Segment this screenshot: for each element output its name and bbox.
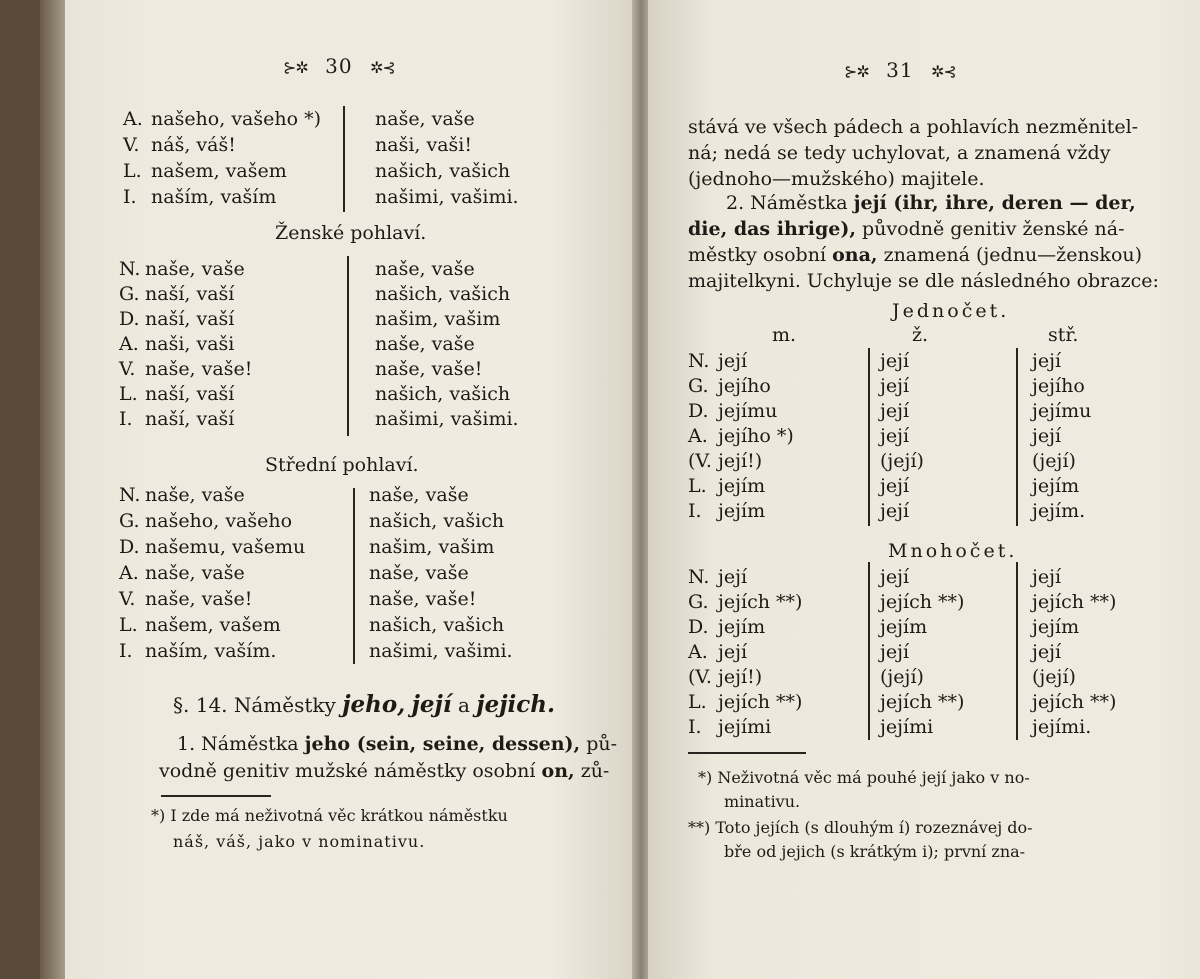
column-header-m: m. — [772, 324, 797, 346]
case-label: G. — [688, 375, 709, 397]
case-label: L. — [123, 160, 142, 182]
form-singular: naším, vaším. — [145, 640, 277, 662]
form-neuter: jejího — [1032, 375, 1085, 397]
form-singular: naši, vaši — [145, 333, 235, 355]
case-label: L. — [688, 475, 707, 497]
form-neuter: jejím. — [1032, 500, 1086, 522]
case-label: I. — [123, 186, 137, 208]
form-plural: našimi, vašimi. — [369, 640, 513, 662]
form-masculine: jejím — [718, 475, 766, 497]
form-plural: naše, vaše — [369, 562, 469, 584]
text-emphasis: jeho (sein, seine, dessen), — [304, 733, 581, 755]
page-number: 30 — [325, 54, 353, 78]
form-masculine: její — [718, 641, 748, 663]
column-header-str: stř. — [1048, 324, 1079, 346]
form-plural: našich, vašich — [375, 383, 511, 405]
form-neuter: jejích **) — [1032, 591, 1117, 613]
page-number: 31 — [886, 58, 914, 82]
text-emphasis: die, das ihrige), — [688, 218, 856, 240]
page-header-left — [283, 54, 395, 78]
footnote-rule — [161, 795, 271, 797]
form-singular: naše, vaše! — [145, 358, 253, 380]
case-label: D. — [119, 308, 140, 330]
form-plural: našimi, vašimi. — [375, 408, 519, 430]
column-divider — [1016, 562, 1018, 740]
case-label: G. — [119, 510, 140, 532]
form-singular: našem, vašem — [145, 614, 281, 636]
form-plural: našich, vašich — [375, 160, 511, 182]
form-plural: naše, vaše — [375, 108, 475, 130]
form-plural: naši, vaši! — [375, 134, 472, 156]
form-neuter: její — [1032, 566, 1062, 588]
case-label: N. — [688, 566, 710, 588]
form-feminine: jejím — [880, 616, 928, 638]
form-plural: naše, vaše — [369, 484, 469, 506]
form-feminine: její — [880, 425, 910, 447]
paragraph-line — [688, 218, 1125, 240]
paragraph-line: majitelkyni. Uchyluje se dle následného obrazce: — [688, 270, 1159, 292]
form-neuter: její — [1032, 425, 1062, 447]
form-feminine: jejími — [880, 716, 934, 738]
footnote-line: *) Neživotná věc má pouhé její jako v no- — [698, 768, 1030, 787]
form-feminine: jejích **) — [880, 691, 965, 713]
case-label: A. — [688, 425, 708, 447]
form-singular: našeho, vašeho *) — [151, 108, 321, 130]
case-label: A. — [688, 641, 708, 663]
ornament-icon: ⊱✲ — [844, 62, 869, 81]
heading-mnohocet: Mnohočet. — [888, 540, 1018, 562]
text: znamená (jednu—ženskou) — [883, 244, 1143, 266]
case-label: D. — [119, 536, 140, 558]
form-plural: našich, vašich — [369, 510, 505, 532]
form-plural: naše, vaše — [375, 258, 475, 280]
footnote-line: minativu. — [724, 792, 801, 811]
column-divider — [347, 256, 349, 436]
form-feminine: její — [880, 400, 910, 422]
footnote-line: náš, váš, jako v nominativu. — [173, 832, 426, 851]
form-singular: našem, vašem — [151, 160, 287, 182]
text: pů- — [586, 733, 618, 755]
text-emphasis: on, — [541, 760, 575, 782]
form-singular: naše, vaše! — [145, 588, 253, 610]
text: zů- — [580, 760, 610, 782]
form-singular: náš, váš! — [151, 134, 236, 156]
ornament-icon: ⊱✲ — [283, 58, 308, 77]
form-singular: naše, vaše — [145, 258, 245, 280]
paragraph-line — [726, 192, 1136, 214]
footnote-line: **) Toto jejích (s dlouhým í) rozeznávej do- — [688, 818, 1033, 837]
form-plural: naše, vaše! — [375, 358, 483, 380]
form-singular: naší, vaší — [145, 308, 235, 330]
form-feminine: jejích **) — [880, 591, 965, 613]
form-masculine: její!) — [718, 450, 763, 472]
case-label: I. — [119, 408, 133, 430]
left-page — [65, 0, 635, 979]
case-label: A. — [119, 562, 139, 584]
heading-stredni: Střední pohlaví. — [265, 454, 419, 476]
right-page — [648, 0, 1200, 979]
ornament-icon: ✲⊰ — [369, 58, 395, 77]
form-neuter: její — [1032, 350, 1062, 372]
form-feminine: její — [880, 350, 910, 372]
form-masculine: jejích **) — [718, 691, 803, 713]
column-divider — [868, 562, 870, 740]
form-neuter: (její) — [1032, 666, 1076, 688]
case-label: V. — [123, 134, 140, 156]
form-masculine: jejími — [718, 716, 772, 738]
form-masculine: jejím — [718, 616, 766, 638]
form-masculine: její — [718, 350, 748, 372]
form-singular: naší, vaší — [145, 383, 235, 405]
case-label: N. — [688, 350, 710, 372]
footnote-rule — [688, 752, 806, 754]
form-feminine: její — [880, 641, 910, 663]
heading-jednocet: Jednočet. — [892, 300, 1010, 322]
paragraph-line: ná; nedá se tedy uchylovat, a znamená vždy — [688, 142, 1111, 164]
column-divider — [353, 488, 355, 664]
paragraph-line: stává ve všech pádech a pohlavích nezměnitel- — [688, 116, 1139, 138]
form-neuter: jejím — [1032, 616, 1080, 638]
case-label: L. — [119, 614, 138, 636]
text: původně genitiv ženské ná- — [862, 218, 1125, 240]
column-divider — [868, 348, 870, 526]
form-neuter: jejím — [1032, 475, 1080, 497]
case-label: A. — [119, 333, 139, 355]
case-label: V. — [119, 358, 136, 380]
form-plural: našimi, vašimi. — [375, 186, 519, 208]
section-title — [173, 691, 555, 718]
form-feminine: její — [880, 500, 910, 522]
ornament-icon: ✲⊰ — [930, 62, 956, 81]
section-title-prefix: §. 14. Náměstky — [173, 693, 336, 717]
text: 1. Náměstka — [177, 733, 299, 755]
form-feminine: její — [880, 375, 910, 397]
section-title-jeji: její — [411, 691, 452, 718]
paragraph-line — [688, 244, 1142, 266]
form-feminine: její — [880, 566, 910, 588]
text: 2. Náměstka — [726, 192, 848, 214]
case-label: I. — [688, 500, 702, 522]
column-divider — [1016, 348, 1018, 526]
form-singular: naší, vaší — [145, 283, 235, 305]
form-masculine: její!) — [718, 666, 763, 688]
form-singular: našemu, vašemu — [145, 536, 306, 558]
column-header-z: ž. — [912, 324, 929, 346]
footnote-line: *) I zde má neživotná věc krátkou náměstku — [151, 806, 508, 825]
footnote-line: bře od jejich (s krátkým i); první zna- — [724, 842, 1026, 861]
form-plural: naše, vaše! — [369, 588, 477, 610]
case-label: L. — [688, 691, 707, 713]
form-neuter: (její) — [1032, 450, 1076, 472]
form-neuter: jejích **) — [1032, 691, 1117, 713]
form-feminine: (její) — [880, 450, 924, 472]
page-header-right — [844, 58, 956, 82]
form-plural: našich, vašich — [375, 283, 511, 305]
case-label: D. — [688, 616, 709, 638]
form-masculine: jejích **) — [718, 591, 803, 613]
book-spread — [40, 0, 1200, 979]
text: městky osobní — [688, 244, 827, 266]
form-plural: našim, vašim — [375, 308, 501, 330]
paragraph-line: (jednoho—mužského) majitele. — [688, 168, 985, 190]
case-label: N. — [119, 484, 141, 506]
case-label: (V. — [688, 450, 712, 472]
case-label: L. — [119, 383, 138, 405]
form-neuter: její — [1032, 641, 1062, 663]
case-label: I. — [119, 640, 133, 662]
text: vodně genitiv mužské náměstky osobní — [159, 760, 536, 782]
case-label: A. — [123, 108, 143, 130]
case-label: D. — [688, 400, 709, 422]
case-label: (V. — [688, 666, 712, 688]
text-emphasis: její (ihr, ihre, deren — der, — [853, 192, 1136, 214]
case-label: G. — [688, 591, 709, 613]
text-emphasis: ona, — [832, 244, 878, 266]
paragraph-line — [159, 760, 609, 782]
book-edge — [40, 0, 65, 979]
case-label: V. — [119, 588, 136, 610]
form-singular: naše, vaše — [145, 484, 245, 506]
form-masculine: její — [718, 566, 748, 588]
form-masculine: jejího — [718, 375, 771, 397]
section-title-jejich: jejich. — [476, 691, 555, 718]
form-masculine: jejímu — [718, 400, 778, 422]
form-plural: našich, vašich — [369, 614, 505, 636]
form-neuter: jejími. — [1032, 716, 1092, 738]
form-singular: naší, vaší — [145, 408, 235, 430]
form-masculine: jejím — [718, 500, 766, 522]
form-feminine: (její) — [880, 666, 924, 688]
form-masculine: jejího *) — [718, 425, 794, 447]
case-label: G. — [119, 283, 140, 305]
case-label: I. — [688, 716, 702, 738]
form-feminine: její — [880, 475, 910, 497]
paragraph-line — [177, 733, 617, 755]
form-neuter: jejímu — [1032, 400, 1092, 422]
form-plural: našim, vašim — [369, 536, 495, 558]
form-singular: našeho, vašeho — [145, 510, 293, 532]
form-plural: naše, vaše — [375, 333, 475, 355]
heading-zenske: Ženské pohlaví. — [275, 222, 427, 244]
case-label: N. — [119, 258, 141, 280]
column-divider — [343, 106, 345, 212]
section-title-jeho: jeho, — [342, 691, 406, 718]
section-title-a: a — [457, 693, 470, 717]
form-singular: naším, vaším — [151, 186, 277, 208]
form-singular: naše, vaše — [145, 562, 245, 584]
